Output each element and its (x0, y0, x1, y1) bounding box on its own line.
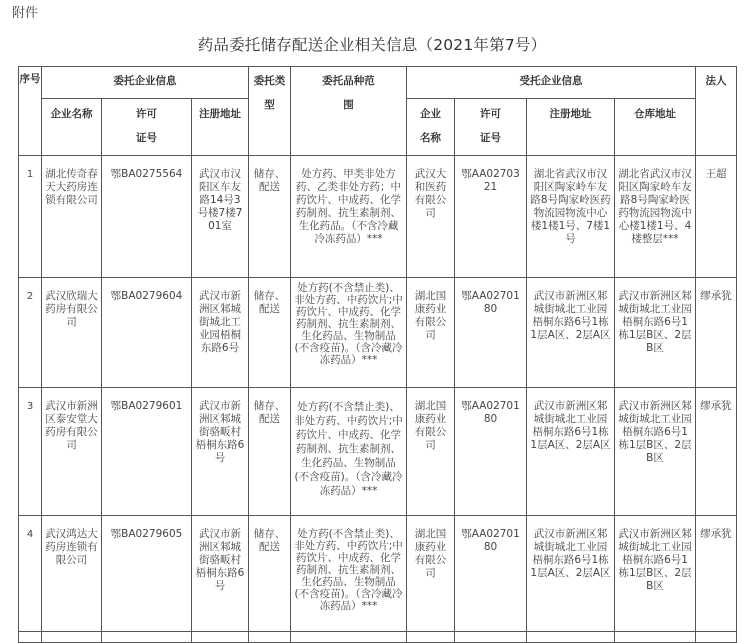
header-consignee-address: 注册地址 (527, 99, 615, 156)
header-consignor-license: 许可证号 (102, 99, 192, 156)
cell-consignee-license: 鄂AA0270180 (455, 278, 527, 388)
cell-consignee-name: 湖北国康药业有限公司 (407, 278, 455, 388)
document-title: 药品委托储存配送企业相关信息（2021年第7号） (197, 36, 547, 54)
cell-consignor-license: 鄂BA0279605 (102, 516, 192, 632)
header-seq: 序号 (19, 67, 42, 156)
cell-entrust-scope: 处方药(不含禁止类)、非处方药、中药饮片;中药饮片、中成药、化学药制剂、抗生素制剂、生化药品、生物制品(不含疫苗)。（含冷藏冷冻药品）*** (291, 278, 407, 388)
entrusted-storage-table (18, 66, 737, 643)
header-entrust-scope: 委托品种范围 (291, 67, 407, 156)
cell-consignee-address: 武汉市新洲区邾城街城北工业园梧桐东路6号1栋1层A区、2层A区 (527, 516, 615, 632)
cell-seq: 4 (19, 516, 42, 632)
cell-seq: 2 (19, 278, 42, 388)
cell-consignee-name: 湖北国康药业有限公司 (407, 516, 455, 632)
cell-entrust-type: 储存、配送 (249, 516, 291, 632)
cell-consignee-license: 鄂AA0270180 (455, 516, 527, 632)
cell-consignee-address: 武汉市新洲区邾城街城北工业园梧桐东路6号1栋1层A区、2层A区 (527, 388, 615, 516)
cell-consignor-name: 武汉市新洲区泰安堂大药房有限公司 (42, 388, 102, 516)
cell-consignor-address: 武汉市新洲区邾城街骆畈村梧桐东路6号 (192, 516, 249, 632)
cell-legal-person: 缪承犹 (696, 388, 737, 516)
cell-legal-person: 王超 (696, 156, 737, 278)
cell-consignor-license: 鄂BA0275564 (102, 156, 192, 278)
header-consignee-name: 企业名称 (407, 99, 455, 156)
cell-consignor-license: 鄂BA0279601 (102, 388, 192, 516)
cell-warehouse-address: 武汉市新洲区邾城街城北工业园梧桐东路6号1栋1层B区、2层B区 (615, 388, 696, 516)
table-row (19, 278, 737, 388)
header-consignor-address: 注册地址 (192, 99, 249, 156)
table-row (19, 516, 737, 632)
cell-consignee-license: 鄂AA0270180 (455, 388, 527, 516)
cell-consignee-name: 武汉大和医药有限公司 (407, 156, 455, 278)
cell-consignor-name: 武汉鸿达大药房连锁有限公司 (42, 516, 102, 632)
cell-consignor-name: 湖北传奇春天大药房连锁有限公司 (42, 156, 102, 278)
header-entrust-type: 委托类型 (249, 67, 291, 156)
header-legal-person: 法人 (696, 67, 737, 156)
cell-consignor-address: 武汉市汉阳区车友路14号3号楼7楼701室 (192, 156, 249, 278)
cell-entrust-type: 储存、配送 (249, 156, 291, 278)
table-row (19, 156, 737, 278)
cell-consignor-name: 武汉欣瑞大药房有限公司 (42, 278, 102, 388)
header-consignor-name: 企业名称 (42, 99, 102, 156)
cell-consignee-name: 湖北国康药业有限公司 (407, 388, 455, 516)
header-row-top (19, 67, 737, 99)
cell-seq: 1 (19, 156, 42, 278)
cell-entrust-scope: 处方药、甲类非处方药、乙类非处方药；中药饮片、中成药、化学药制剂、抗生素制剂、生化药品。（不含冷藏冷冻药品）*** (291, 156, 407, 278)
cell-seq: 3 (19, 388, 42, 516)
cell-entrust-scope: 处方药(不含禁止类)、非处方药、中药饮片;中药饮片、中成药、化学药制剂、抗生素制剂、生化药品、生物制品(不含疫苗)。（含冷藏冷冻药品）*** (291, 516, 407, 632)
attachment-label: 附件 (12, 6, 39, 21)
cell-consignee-license: 鄂AA0270321 (455, 156, 527, 278)
cell-warehouse-address: 武汉市新洲区邾城街城北工业园梧桐东路6号1栋1层B区、2层B区 (615, 278, 696, 388)
cell-warehouse-address: 武汉市新洲区邾城街城北工业园梧桐东路6号1栋1层B区、2层B区 (615, 516, 696, 632)
table-row (19, 388, 737, 516)
cell-warehouse-address: 湖北省武汉市汉阳区陶家岭车友路8号陶家岭医药物流园物流中心楼1楼1号、4楼整层*** (615, 156, 696, 278)
cell-consignor-address: 武汉市新洲区邾城街城北工业园梧桐东路6号 (192, 278, 249, 388)
cell-consignor-address: 武汉市新洲区邾城街骆畈村梧桐东路6号 (192, 388, 249, 516)
cell-consignee-address: 武汉市新洲区邾城街城北工业园梧桐东路6号1栋1层A区、2层A区 (527, 278, 615, 388)
header-warehouse-address: 仓库地址 (615, 99, 696, 156)
cell-legal-person: 缪承犹 (696, 278, 737, 388)
cell-consignee-address: 湖北省武汉市汉阳区陶家岭车友路8号陶家岭医药物流园物流中心楼1楼1号、7楼1号 (527, 156, 615, 278)
cell-legal-person: 缪承犹 (696, 516, 737, 632)
cell-entrust-type: 储存、配送 (249, 278, 291, 388)
header-consignee-license: 许可证号 (455, 99, 527, 156)
cell-entrust-scope: 处方药(不含禁止类)、非处方药、中药饮片;中药饮片、中成药、化学药制剂、抗生素制剂、生化药品、生物制品(不含疫苗)。（含冷藏冷冻药品）*** (291, 388, 407, 516)
header-consignee-group: 受托企业信息 (407, 67, 696, 99)
cell-consignor-license: 鄂BA0279604 (102, 278, 192, 388)
header-consignor-group: 委托企业信息 (42, 67, 249, 99)
cell-entrust-type: 储存、配送 (249, 388, 291, 516)
